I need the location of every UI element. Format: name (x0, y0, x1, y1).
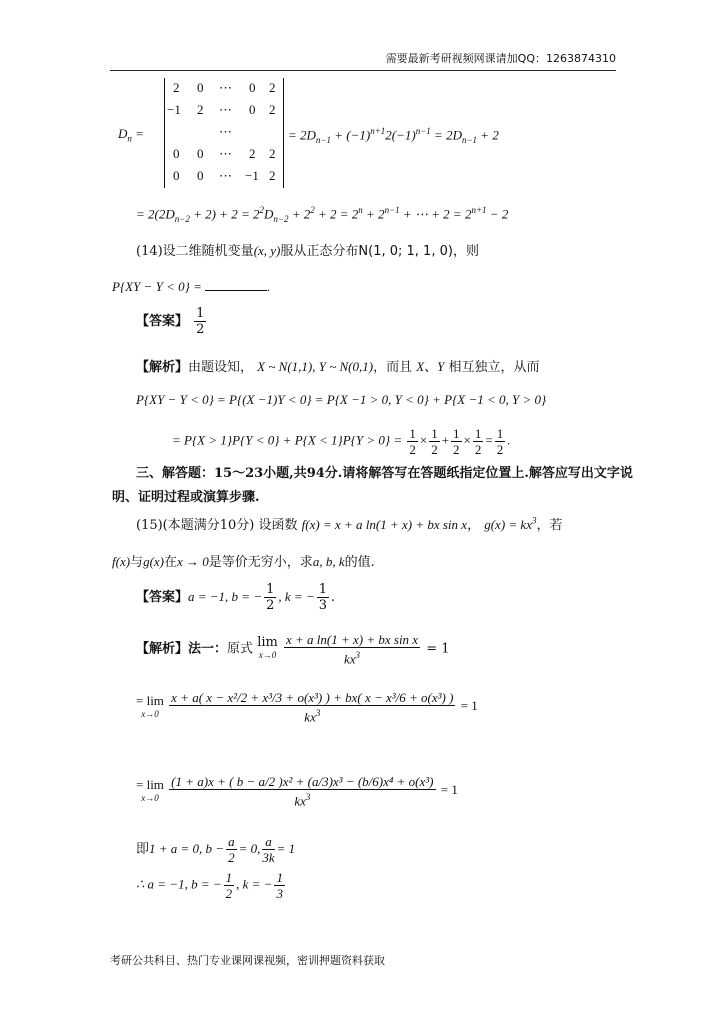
det-cell: 2 (269, 80, 276, 95)
q14-derivation-result: = P{X > 1}P{Y < 0} + P{X < 1}P{Y > 0} = $\frac{1}{2}$ × $\frac{1}{2}$ + $\frac{1}{2}$ × $\frac{1}{2}$ = $\frac{1}{2}$ . (172, 426, 511, 457)
answer-blank (205, 279, 267, 291)
page-footer: 考研公共科目、热门专业课网课视频，密训押题资料获取 (110, 954, 385, 967)
q15-answer: 【答案】a = −1, b = − $\frac{1}{2}$ , k = − $\frac{1}{3}$ . (136, 582, 336, 613)
det-cell: 0 (173, 146, 180, 161)
q15-taylor-step1: = lim x→0 $\frac{\text{x + a( x − x²/2 + x³/3 + o(x³) ) + bx( x − x³/6 + o(x³) )}}{kx^3}$ = 1 (136, 690, 478, 725)
det-rhs: = $2D_{n-1} + (-1)^{n+1}2(-1)^{n-1} = 2D_{n-1} + 2$ (288, 126, 499, 145)
det-cell: 2 (197, 102, 204, 117)
det-cell: 0 (197, 80, 204, 95)
det-cell: 2 (269, 146, 276, 161)
q15-taylor-step2: = lim x→0 $\frac{\text{(1 + a)x + ( b − a/2 )x² + (a/3)x³ − (b/6)x⁴ + o(x³)}}{kx^3}$ = 1 (136, 774, 458, 809)
q15-statement-cont: f(x)与g(x)在x → 0是等价无穷小，求a, b, k的值. (112, 554, 375, 570)
q15-statement: (15)(本题满分10分) 设函数 f(x) = x + a ln(1 + x) + bx sin x， $g(x) = kx^3$，若 (136, 515, 563, 533)
q14-analysis: 【解析】由题设知， X ~ N(1,1), Y ~ N(0,1)，而且 X、Y 相互独立，从而 (136, 359, 540, 375)
det-cell: −1 (245, 168, 259, 183)
section-title: 三、解答题：15～23小题,共94分.请将解答写在答题纸指定位置上.解答应写出文字说 (136, 466, 633, 481)
det-cell: ⋯ (219, 102, 232, 117)
det-cell: ⋯ (219, 80, 232, 95)
det-cell: ⋯ (219, 168, 232, 183)
det-cell: 0 (249, 102, 256, 117)
det-cell: 0 (173, 168, 180, 183)
determinant (164, 78, 284, 188)
det-cell: 2 (249, 146, 256, 161)
det-cell: ⋯ (219, 146, 232, 161)
q14-statement: (14)设二维随机变量(x, y)服从正态分布N(1, 0; 1, 1, 0)，则 (136, 243, 479, 259)
q14-derivation-line: P{XY − Y < 0} = P{(X −1)Y < 0} = P{X −1 > 0, Y < 0} + P{X −1 < 0, Y > 0} (136, 392, 547, 407)
page-header: 需要最新考研视频网课请加QQ：1263874310 (110, 52, 616, 71)
fraction: $\frac{1}{2}$ (196, 306, 205, 337)
det-lhs: $D_n$ = (118, 126, 144, 144)
det-cell: 2 (173, 80, 180, 95)
det-cell: 0 (197, 168, 204, 183)
q15-analysis: 【解析】法一：原式 lim x→0 $\frac{\text{x + a ln(1 + x) + bx sin x}}{kx^3}$ = 1 (136, 632, 450, 667)
det-cell: 2 (269, 168, 276, 183)
q15-conditions: 即1 + a = 0, b − $\frac{a}{2}$ = 0, $\frac{a}{3k}$ = 1 (136, 834, 296, 865)
q14-answer: 【答案】 $\frac{1}{2}$ (136, 306, 205, 337)
det-cell: 0 (249, 80, 256, 95)
det-cell: 2 (269, 102, 276, 117)
q15-conclusion: ∴ a = −1, b = − $\frac{1}{2}$ , k = − $\frac{1}{3}$ (136, 870, 283, 901)
det-cell: −1 (167, 102, 181, 117)
det-cell: 0 (197, 146, 204, 161)
det-chain: = $2(2D_{n-2} + 2) + 2 = 2^2D_{n-2} + 2^2 + 2 = 2^n + 2^{n-1}$ + ⋯ + $2 = 2^{n+1} - 2$ (136, 205, 509, 224)
det-cell: ⋯ (219, 124, 232, 139)
section-title-cont: 明、证明过程或演算步骤. (112, 490, 260, 505)
q14-probability: P{XY − Y < 0} = . (112, 279, 271, 294)
